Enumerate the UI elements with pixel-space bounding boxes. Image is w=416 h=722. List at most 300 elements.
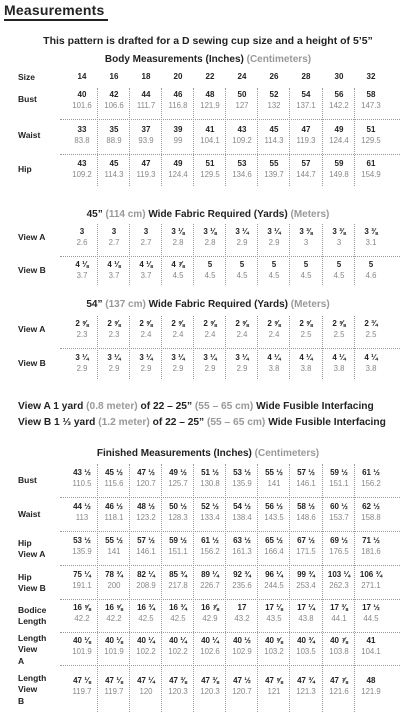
value-inches: 43 [237,125,247,134]
size-header: 24 [237,72,247,81]
value-metric: 120.7 [136,479,156,488]
table-cell [194,226,226,248]
value-inches: 45 [109,159,119,168]
row-label-line: Length [18,633,47,643]
value-metric: 171.5 [296,547,316,556]
row-label-line: Hip [18,538,32,548]
value-inches: 16 ¾ [169,603,187,612]
table-cell [130,635,162,657]
value-inches: 17 ⅜ [330,603,348,612]
table-cell [162,124,194,146]
table-cell [130,602,162,624]
column-divider [193,464,194,712]
table-cell [130,226,162,248]
table-cell [194,467,226,489]
value-inches: 2 ⅝ [171,319,185,328]
value-metric: 42.5 [170,614,186,623]
value-inches: 3 ¼ [267,227,281,236]
value-inches: 3 ⅜ [364,227,378,236]
value-inches: 62 ½ [362,502,380,511]
value-metric: 119.3 [136,170,156,179]
row-label-line: View A [18,549,46,560]
value-metric: 93.9 [138,136,154,145]
column-divider [257,88,258,186]
value-inches: 50 ½ [169,502,187,511]
fabric-45-title: 45” (114 cm) Wide Fabric Required (Yards) (Meters) [86,209,330,220]
value-metric: 141 [107,547,121,556]
column-divider [161,88,162,186]
value-inches: 44 [141,90,151,99]
value-inches: 3 ¼ [75,353,89,362]
value-inches: 16 ⅝ [73,603,91,612]
value-inches: 49 [173,159,183,168]
table-cell [162,675,194,697]
table-cell [98,501,130,523]
value-metric: 104.1 [200,136,220,145]
value-inches: 40 ¾ [297,636,315,645]
table-cell [130,352,162,374]
value-metric: 139.7 [264,170,284,179]
value-inches: 3 [143,227,149,236]
table-cell [355,535,387,557]
value-metric: 151.1 [168,547,188,556]
table-cell [66,124,98,146]
table-cell [98,635,130,657]
value-metric: 42.2 [106,614,122,623]
value-metric: 120 [139,687,153,696]
value-metric: 121 [267,687,281,696]
value-inches: 3 [111,227,117,236]
value-metric: 2.4 [172,330,184,339]
column-divider [322,224,323,285]
value-metric: 4.5 [268,271,280,280]
value-metric: 3.7 [76,271,88,280]
table-cell [130,501,162,523]
value-inches: 48 [366,676,376,685]
value-inches: 2 ⅝ [267,319,281,328]
column-divider [257,316,258,379]
value-inches: 65 ½ [265,536,283,545]
table-cell [355,635,387,657]
column-divider [225,88,226,186]
table-cell [355,259,387,281]
table-cell [226,158,258,180]
size-header: 20 [173,72,183,81]
table-cell [130,259,162,281]
page-title: Measurements [4,2,105,18]
value-metric: 235.6 [232,581,252,590]
table-cell [98,602,130,624]
table-cell [258,89,290,111]
column-divider [97,88,98,186]
value-inches: 5 [207,260,213,269]
value-inches: 82 ¼ [137,570,155,579]
value-metric: 149.8 [329,170,349,179]
value-inches: 2 ⅝ [75,319,89,328]
value-inches: 54 [301,90,311,99]
value-inches: 35 [109,125,119,134]
table-cell [98,226,130,248]
value-metric: 124.4 [329,136,349,145]
value-metric: 3.8 [365,364,377,373]
size-header: 22 [205,72,215,81]
value-inches: 5 [239,260,245,269]
table-cell [66,569,98,591]
table-cell [290,124,322,146]
table-cell [258,602,290,624]
value-inches: 40 ⅝ [265,636,283,645]
row-divider [60,632,400,633]
value-inches: 60 ½ [330,502,348,511]
column-divider [354,316,355,379]
value-metric: 125.7 [168,479,188,488]
table-cell [226,352,258,374]
table-cell [66,635,98,657]
value-metric: 119.3 [296,136,316,145]
value-metric: 2.9 [268,238,280,247]
row-divider [60,565,400,566]
value-metric: 4.5 [300,271,312,280]
value-metric: 3.8 [333,364,345,373]
value-metric: 114.3 [264,136,284,145]
table-cell [355,501,387,523]
size-header: 30 [334,72,344,81]
table-cell [258,352,290,374]
table-cell [323,535,355,557]
value-metric: 103.5 [296,647,316,656]
value-metric: 143.5 [264,513,284,522]
value-inches: 48 [205,90,215,99]
value-metric: 103.8 [329,647,349,656]
value-metric: 166.4 [264,547,284,556]
value-metric: 127 [235,101,249,110]
value-metric: 103.2 [264,647,284,656]
table-cell [66,158,98,180]
value-metric: 147.3 [361,101,381,110]
value-metric: 154.9 [361,170,381,179]
table-cell [323,675,355,697]
value-metric: 2.3 [108,330,120,339]
value-inches: 3 ¼ [235,353,249,362]
value-metric: 119.7 [72,687,92,696]
row-label-line: Length [18,673,47,683]
value-metric: 4.6 [365,271,377,280]
column-divider [289,88,290,186]
table-cell [258,501,290,523]
table-cell [258,318,290,340]
table-cell [98,318,130,340]
table-cell [98,569,130,591]
value-inches: 4 ¼ [267,353,281,362]
body-measurements-title: Body Measurements (Inches) (Centimeters) [104,54,312,65]
table-cell [290,501,322,523]
table-cell [130,89,162,111]
table-cell [66,501,98,523]
value-metric: 2.4 [236,330,248,339]
value-metric: 120.3 [200,687,220,696]
value-inches: 40 ½ [233,636,251,645]
table-cell [290,467,322,489]
column-divider [193,88,194,186]
value-inches: 59 ½ [330,468,348,477]
column-divider [97,464,98,712]
table-cell [355,124,387,146]
row-label-line: View B [18,583,46,594]
value-metric: 102.2 [136,647,156,656]
table-cell [98,124,130,146]
value-metric: 133.4 [200,513,220,522]
column-divider [354,464,355,712]
value-metric: 42.9 [202,614,218,623]
value-inches: 33 [77,125,87,134]
row-label-line: View A [18,232,46,242]
value-inches: 47 ¼ [137,676,155,685]
table-cell [226,535,258,557]
size-header: 32 [366,72,376,81]
column-divider [322,464,323,712]
column-divider [225,224,226,285]
value-metric: 3.1 [365,238,377,247]
value-inches: 47 [301,125,311,134]
table-cell [355,226,387,248]
value-inches: 41 [366,636,376,645]
value-inches: 40 [77,90,87,99]
table-cell [130,318,162,340]
value-metric: 2.7 [140,238,152,247]
value-metric: 2.4 [140,330,152,339]
value-inches: 42 [109,90,119,99]
intro-text: This pattern is drafted for a D sewing cup size and a height of 5’5” [43,35,373,47]
value-metric: 135.9 [232,479,252,488]
value-inches: 16 ⅝ [105,603,123,612]
value-inches: 41 [205,125,215,134]
value-metric: 2.4 [204,330,216,339]
row-label [18,232,45,243]
value-inches: 48 ½ [137,502,155,511]
value-inches: 40 ⅞ [330,636,348,645]
value-inches: 47 ⅜ [201,676,219,685]
size-header: 14 [77,72,87,81]
table-cell [98,352,130,374]
size-header: 16 [109,72,119,81]
row-label [18,509,40,520]
table-cell [290,635,322,657]
value-inches: 45 [269,125,279,134]
title-underline [4,19,108,21]
value-metric: 2.8 [172,238,184,247]
column-divider [354,224,355,285]
table-cell [162,501,194,523]
fabric-54-title: 54” (137 cm) Wide Fabric Required (Yards) (Meters) [86,299,330,310]
value-inches: 4 ⅛ [107,260,121,269]
row-label-line: View [18,684,38,695]
value-metric: 109.2 [232,136,252,145]
table-cell [226,635,258,657]
value-inches: 51 [205,159,215,168]
value-metric: 42.5 [138,614,154,623]
value-metric: 4.5 [333,271,345,280]
value-metric: 113 [75,513,89,522]
value-metric: 44.1 [331,614,347,623]
value-metric: 43.2 [234,614,250,623]
table-cell [98,675,130,697]
row-label-line: Length [18,616,47,627]
value-inches: 3 ⅛ [203,227,217,236]
value-metric: 99 [173,136,183,145]
value-inches: 69 ½ [330,536,348,545]
table-cell [323,89,355,111]
table-cell [98,467,130,489]
value-inches: 4 ⅞ [171,260,185,269]
row-divider [60,531,400,532]
value-metric: 3.7 [108,271,120,280]
column-divider [289,224,290,285]
value-metric: 101.9 [72,647,92,656]
row-label [18,475,37,486]
table-cell [258,675,290,697]
value-inches: 46 [173,90,183,99]
value-metric: 138.4 [232,513,252,522]
row-divider [60,497,400,498]
value-inches: 3 ⅛ [171,227,185,236]
value-inches: 2 ⅝ [203,319,217,328]
value-metric: 181.6 [361,547,381,556]
table-cell [290,158,322,180]
table-cell [194,569,226,591]
column-divider [161,464,162,712]
value-metric: 42.2 [74,614,90,623]
table-cell [323,124,355,146]
value-inches: 3 ¼ [139,353,153,362]
table-cell [66,352,98,374]
table-cell [226,602,258,624]
row-label-line: Hip [18,572,32,582]
value-inches: 71 ½ [362,536,380,545]
value-inches: 59 ½ [169,536,187,545]
value-inches: 47 ½ [233,676,251,685]
value-metric: 2.9 [236,238,248,247]
table-cell [290,569,322,591]
row-divider [60,599,400,600]
table-cell [98,535,130,557]
value-inches: 39 [173,125,183,134]
table-cell [355,158,387,180]
table-cell [130,158,162,180]
value-inches: 96 ¼ [265,570,283,579]
column-divider [289,316,290,379]
value-inches: 47 ⅛ [73,676,91,685]
value-metric: 253.4 [296,581,316,590]
table-cell [323,635,355,657]
column-divider [289,464,290,712]
value-inches: 4 ¼ [332,353,346,362]
table-cell [258,635,290,657]
value-metric: 156.2 [200,547,220,556]
table-cell [194,89,226,111]
table-cell [355,675,387,697]
table-cell [323,318,355,340]
value-metric: 102.2 [168,647,188,656]
table-cell [290,259,322,281]
value-metric: 106.6 [104,101,124,110]
value-inches: 99 ¾ [297,570,315,579]
value-metric: 217.8 [168,581,188,590]
table-cell [323,467,355,489]
finished-measurements-title: Finished Measurements (Inches) (Centimeters) [96,448,320,459]
table-cell [162,226,194,248]
table-cell [323,226,355,248]
table-cell [130,535,162,557]
value-metric: 120.3 [168,687,188,696]
table-cell [226,467,258,489]
table-cell [162,352,194,374]
interfacing-view-a: View A 1 yard (0.8 meter) of 22 – 25” (55 – 65 cm) Wide Fusible Interfacing [18,401,374,412]
table-cell [323,158,355,180]
value-metric: 130.8 [200,479,220,488]
value-metric: 116.8 [168,101,188,110]
column-divider [97,224,98,285]
table-cell [258,158,290,180]
value-metric: 2.8 [204,238,216,247]
value-inches: 46 ½ [105,502,123,511]
table-cell [162,535,194,557]
value-inches: 3 ⅜ [332,227,346,236]
row-label-line: B [18,695,25,706]
value-inches: 3 ¼ [203,353,217,362]
value-metric: 200 [107,581,121,590]
table-cell [66,467,98,489]
row-label [18,538,45,561]
value-inches: 2 ¾ [364,319,378,328]
table-cell [162,259,194,281]
table-cell [290,675,322,697]
value-metric: 142.2 [329,101,349,110]
value-inches: 44 ½ [73,502,91,511]
row-label-line: Bust [18,94,37,104]
table-cell [194,501,226,523]
value-metric: 128.3 [168,513,188,522]
value-metric: 271.1 [361,581,381,590]
value-metric: 3 [336,238,342,247]
value-inches: 3 [79,227,85,236]
table-cell [130,675,162,697]
table-cell [323,352,355,374]
value-inches: 57 [301,159,311,168]
value-inches: 45 ½ [105,468,123,477]
value-metric: 121.3 [296,687,316,696]
value-inches: 4 ⅛ [139,260,153,269]
column-divider [161,316,162,379]
table-cell [130,569,162,591]
value-metric: 123.2 [136,513,156,522]
value-inches: 47 ⅞ [330,676,348,685]
value-metric: 4.5 [172,271,184,280]
value-metric: 129.5 [200,170,220,179]
column-divider [257,464,258,712]
table-cell [98,89,130,111]
value-metric: 153.7 [329,513,349,522]
table-cell [226,89,258,111]
column-divider [225,316,226,379]
table-cell [323,259,355,281]
value-inches: 4 ¼ [299,353,313,362]
value-inches: 47 ⅛ [105,676,123,685]
value-metric: 2.9 [204,364,216,373]
table-cell [130,124,162,146]
row-label [18,94,37,105]
value-metric: 2.9 [236,364,248,373]
value-metric: 158.8 [361,513,381,522]
